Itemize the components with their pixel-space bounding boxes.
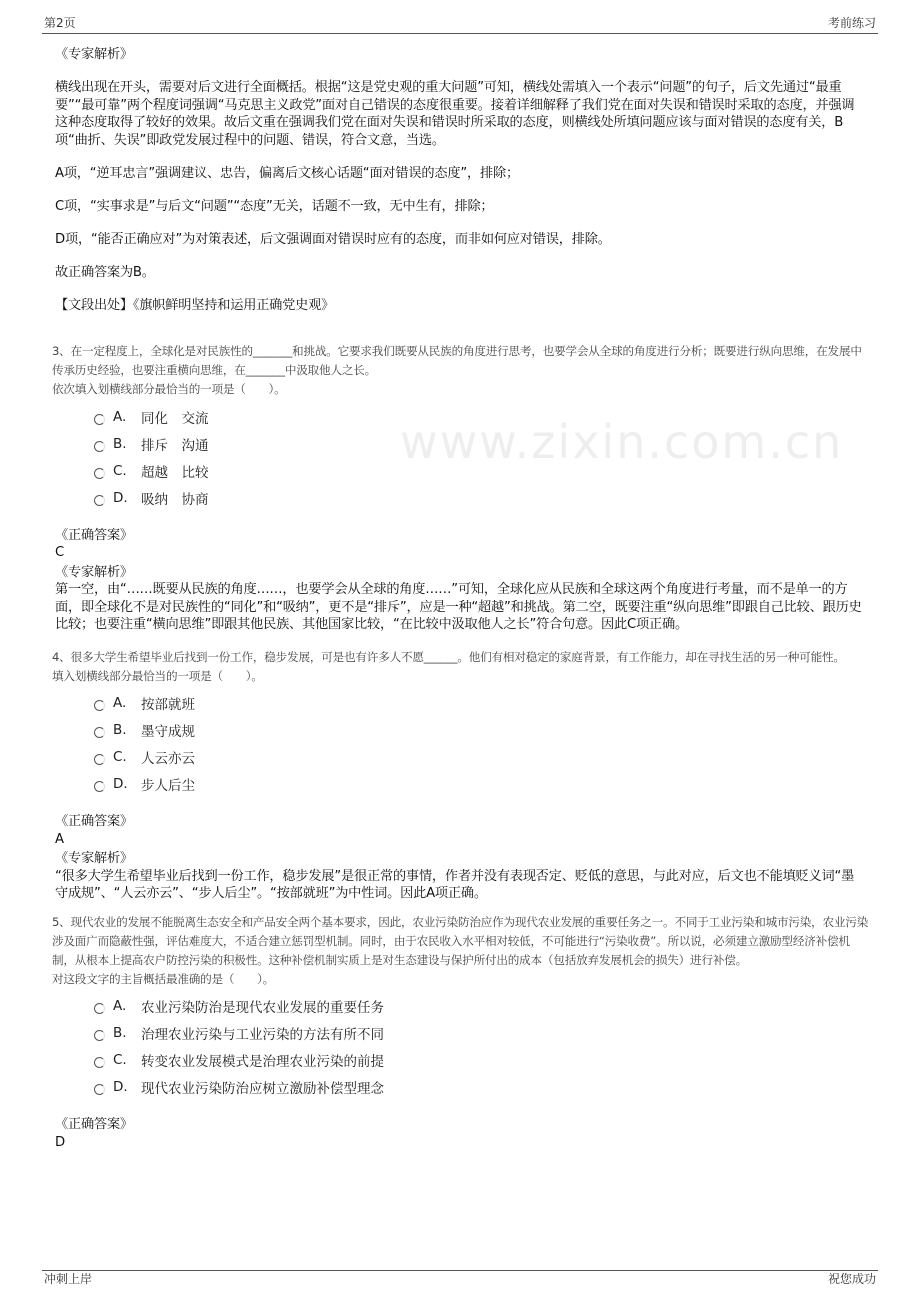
question-stem: 3、在一定程度上，全球化是对民族性的_______和挑战。它要求我们既要从民族的角度进行思考，也要学会从全球的角度进行分析；既要进行纵向思维，在发展中传承历史经验，也要注重横向思维，在_______中汲取他人之长。 <box>52 344 862 377</box>
radio-icon[interactable] <box>94 1084 105 1095</box>
answer: C <box>55 545 65 560</box>
option-b[interactable]: B. 排斥 沟通 <box>94 430 920 457</box>
radio-icon[interactable] <box>94 781 105 792</box>
option-d[interactable]: D. 步人后尘 <box>94 771 920 798</box>
option-b[interactable]: B. 墨守成规 <box>94 717 920 744</box>
radio-icon[interactable] <box>94 1057 105 1068</box>
footer-left: 冲刺上岸 <box>44 1272 93 1286</box>
footer-right: 祝您成功 <box>827 1272 876 1286</box>
option-b[interactable]: B. 治理农业污染与工业污染的方法有所不同 <box>94 1020 920 1047</box>
radio-icon[interactable] <box>94 700 105 711</box>
option-c[interactable]: C. 超越 比较 <box>94 457 920 484</box>
option-c[interactable]: C. 人云亦云 <box>94 744 920 771</box>
option-d[interactable]: D. 吸纳 协商 <box>94 484 920 511</box>
option-d-analysis: D项，“能否正确应对”为对策表述，后文强调面对错误时应有的态度，而非如何应对错误，排除。 <box>55 231 611 247</box>
radio-icon[interactable] <box>94 414 105 425</box>
option-c[interactable]: C. 转变农业发展模式是治理农业污染的前提 <box>94 1047 920 1074</box>
question-stem: 4、很多大学生希望毕业后找到一份工作，稳步发展，可是也有许多人不愿______。他们有相对稳定的家庭背景，有工作能力，却在寻找生活的另一种可能性。 <box>52 649 845 664</box>
radio-icon[interactable] <box>94 727 105 738</box>
watermark: www.zixin.com.cn <box>400 415 844 469</box>
option-d[interactable]: D. 现代农业污染防治应树立激励补偿型理念 <box>94 1074 920 1101</box>
question-stem: 5、现代农业的发展不能脱离生态安全和产品安全两个基本要求，因此，农业污染防治应作为现代农业发展的重要任务之一。不同于工业污染和城市污染，农业污染涉及面广而隐蔽性强，评估难度大，不适合建立惩罚型机制。同时，由于农民收入水平相对较低，不可能进行“污染收费”。所以说，必须建立激励型经济补偿机制，从根本上提高农户防控污染的积极性。这种补偿机制实质上是对生态建设与保护所付出的成本（包括放弃发展机会的损失）进行补偿。 <box>52 914 869 967</box>
radio-icon[interactable] <box>94 441 105 452</box>
question-prompt: 对这段文字的主旨概括最准确的是（ ）。 <box>52 971 275 986</box>
option-c-analysis: C项，“实事求是”与后文“问题”“态度”无关，话题不一致，无中生有，排除； <box>55 198 494 214</box>
source: 【文段出处】《旗帜鲜明坚持和运用正确党史观》 <box>55 297 335 313</box>
radio-icon[interactable] <box>94 495 105 506</box>
answer: D <box>55 1134 65 1150</box>
radio-icon[interactable] <box>94 468 105 479</box>
answer: A <box>55 831 64 847</box>
analysis-text: “很多大学生希望毕业后找到一份工作，稳步发展”是很正常的事情，作者并没有表现否定、贬低的意思，与此对应，后文也不能填贬义词“墨守成规”、“人云亦云”、“步人后尘”。“按部就班”为中性词。因此A项正确。 <box>55 868 855 901</box>
answer-label: 《正确答案》 <box>55 1117 133 1132</box>
page-number: 第2页 <box>44 16 76 30</box>
question-prompt: 依次填入划横线部分最恰当的一项是（ ）。 <box>52 382 286 396</box>
analysis-text: 横线出现在开头，需要对后文进行全面概括。根据“这是党史观的重大问题”可知，横线处需填入一个表示“问题”的句子，后文先通过“最重要”“最可靠”两个程度词强调“马克思主义政党”面对自己错误的态度很重要。接着详细解释了我们党在面对失误和错误时采取的态度，并强调这种态度取得了较好的效果。故后文重在强调我们党在面对失误和错误时所采取的态度，则横线处所填问题应该与面对错误的态度有关，B项“曲折、失误”即政党发展过程中的问题、错误，符合文意，当选。 <box>55 80 855 148</box>
analysis-label: 《专家解析》 <box>55 564 133 580</box>
analysis-label: 《专家解析》 <box>55 47 133 62</box>
option-a[interactable]: A. 按部就班 <box>94 690 920 717</box>
radio-icon[interactable] <box>94 754 105 765</box>
analysis-text: 第一空，由“……既要从民族的角度……，也要学会从全球的角度……”可知，全球化应从民族和全球这两个角度进行考量，而不是单一的方面，即全球化不是对民族性的“同化”和“吸纳”，更不是“排斥”，应是一种“超越”和挑战。第二空，既要注重“纵向思维”即跟自己比较、跟历史比较；也要注重“横向思维”即跟其他民族、其他国家比较，“在比较中汲取他人之长”符合句意。因此C项正确。 <box>55 582 862 632</box>
option-a[interactable]: A. 农业污染防治是现代农业发展的重要任务 <box>94 993 920 1020</box>
footer-divider <box>42 1270 878 1271</box>
answer-label: 《正确答案》 <box>55 527 133 543</box>
analysis-label: 《专家解析》 <box>55 851 133 866</box>
option-a-analysis: A项，“逆耳忠言”强调建议、忠告，偏离后文核心话题“面对错误的态度”，排除； <box>55 165 519 181</box>
radio-icon[interactable] <box>94 1003 105 1014</box>
conclusion: 故正确答案为B。 <box>55 264 155 280</box>
header-title: 考前练习 <box>827 16 876 30</box>
radio-icon[interactable] <box>94 1030 105 1041</box>
answer-label: 《正确答案》 <box>55 814 133 829</box>
option-a[interactable]: A. 同化 交流 <box>94 403 920 430</box>
question-prompt: 填入划横线部分最恰当的一项是（ ）。 <box>52 668 263 683</box>
